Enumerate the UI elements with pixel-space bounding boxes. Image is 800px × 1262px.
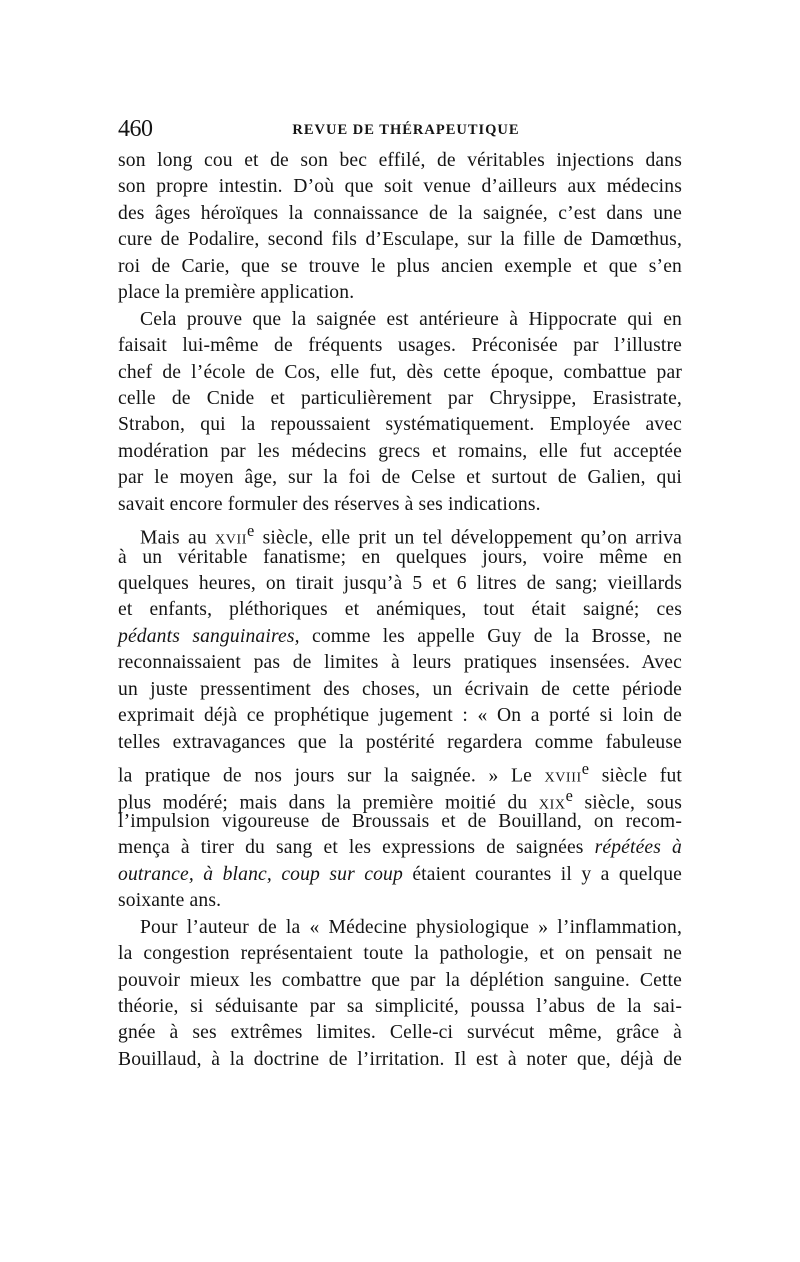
italic-run: outrance, à blanc, coup sur coup <box>118 863 403 885</box>
text-line: cure de Podalire, second fils d’Esculape, sur la fille de Damœthus, <box>118 229 682 251</box>
text-line <box>118 756 682 787</box>
text-line: un juste pressentiment des choses, un écrivain de cette période <box>118 678 682 700</box>
roman-numeral: XIX <box>538 797 566 813</box>
running-head: REVUE DE THÉRAPEUTIQUE <box>292 122 520 138</box>
text-line: modération par les médecins grecs et romains, elle fut acceptée <box>118 440 682 462</box>
text-line: son long cou et de son bec effilé, de véritables injections dans <box>118 150 682 171</box>
text-run: étaient courantes il y a quelque <box>402 863 682 885</box>
text-line: reconnaissaient pas de limites à leurs pratiques insensées. Avec <box>118 652 682 674</box>
text-line: telles extravagances que la postérité regardera comme fabuleuse <box>118 731 682 753</box>
text-run: siècle, elle prit un tel développement qu’on arriva <box>254 527 683 549</box>
text-line: théorie, si séduisante par sa simplicité, poussa l’abus de la sai- <box>118 996 682 1017</box>
text-line: faisait lui-même de fréquents usages. Préconisée par l’illustre <box>118 335 682 357</box>
text-line: celle de Cnide et particulièrement par Chrysippe, Erasistrate, <box>118 387 682 409</box>
text-line: et enfants, pléthoriques et anémiques, tout était saigné; ces <box>118 599 682 621</box>
page-number: 460 <box>118 116 153 142</box>
text-line <box>118 862 682 888</box>
roman-numeral: XVII <box>215 532 247 548</box>
text-line: quelques heures, on tirait jusqu’à 5 et 6 litres de sang; vieillards <box>118 573 682 594</box>
text-line: soixante ans. <box>118 890 222 912</box>
text-line: roi de Carie, que se trouve le plus ancien exemple et que s’en <box>118 255 682 277</box>
text-run: siècle, sous <box>572 792 683 814</box>
text-run: plus modéré; mais dans la première moitié du <box>118 792 539 814</box>
text-line: savait encore formuler des réserves à ses indications. <box>118 493 541 515</box>
text-line: Strabon, qui la repoussaient systématiquement. Employée avec <box>118 414 682 436</box>
text-line: place la première application. <box>118 282 355 304</box>
superscript: e <box>246 521 255 541</box>
text-line: son propre intestin. D’où que soit venue d’ailleurs aux médecins <box>118 176 682 198</box>
text-line: la congestion représentaient toute la pathologie, et on pensait ne <box>118 943 682 965</box>
text-run: comme les appelle Guy de la Brosse, ne <box>299 625 682 647</box>
text-line: pouvoir mieux les combattre que par la déplétion sanguine. Cette <box>118 969 682 991</box>
page-header <box>118 112 682 146</box>
text-line <box>118 518 683 549</box>
text-line: Bouillaud, à la doctrine de l’irritation. Il est à noter que, déjà de <box>118 1048 682 1070</box>
text-run: la pratique de nos jours sur la saignée. » Le <box>118 765 545 787</box>
text-line: l’impulsion vigoureuse de Broussais et de Bouilland, on recom- <box>118 810 682 832</box>
book-page <box>118 112 682 1073</box>
text-line: chef de l’école de Cos, elle fut, dès cette époque, combattue par <box>118 361 682 383</box>
superscript: e <box>581 759 590 779</box>
text-line <box>118 783 683 814</box>
body-text <box>118 148 682 1073</box>
text-run: mença à tirer du sang et les expressions de saignées <box>118 837 595 859</box>
italic-run: pédants sanguinaires, <box>118 625 300 647</box>
text-line: Cela prouve que la saignée est antérieure à Hippocrate qui en <box>140 308 682 330</box>
text-run: siècle fut <box>589 765 682 787</box>
text-line: gnée à ses extrêmes limites. Celle-ci survécut même, grâce à <box>118 1022 682 1044</box>
text-line <box>118 835 682 861</box>
text-line: Pour l’auteur de la « Médecine physiologique » l’inflammation, <box>140 916 682 938</box>
roman-numeral: XVIII <box>544 770 582 786</box>
italic-run: répétées à <box>594 837 682 859</box>
text-run: Mais au <box>140 527 216 549</box>
text-line <box>118 624 682 650</box>
superscript: e <box>565 785 573 805</box>
text-line: exprimait déjà ce prophétique jugement : « On a porté si loin de <box>118 705 682 727</box>
text-line: des âges héroïques la connaissance de la saignée, c’est dans une <box>118 202 682 224</box>
text-line: par le moyen âge, sur la foi de Celse et surtout de Galien, qui <box>118 467 682 489</box>
text-line: à un véritable fanatisme; en quelques jours, voire même en <box>118 546 682 568</box>
